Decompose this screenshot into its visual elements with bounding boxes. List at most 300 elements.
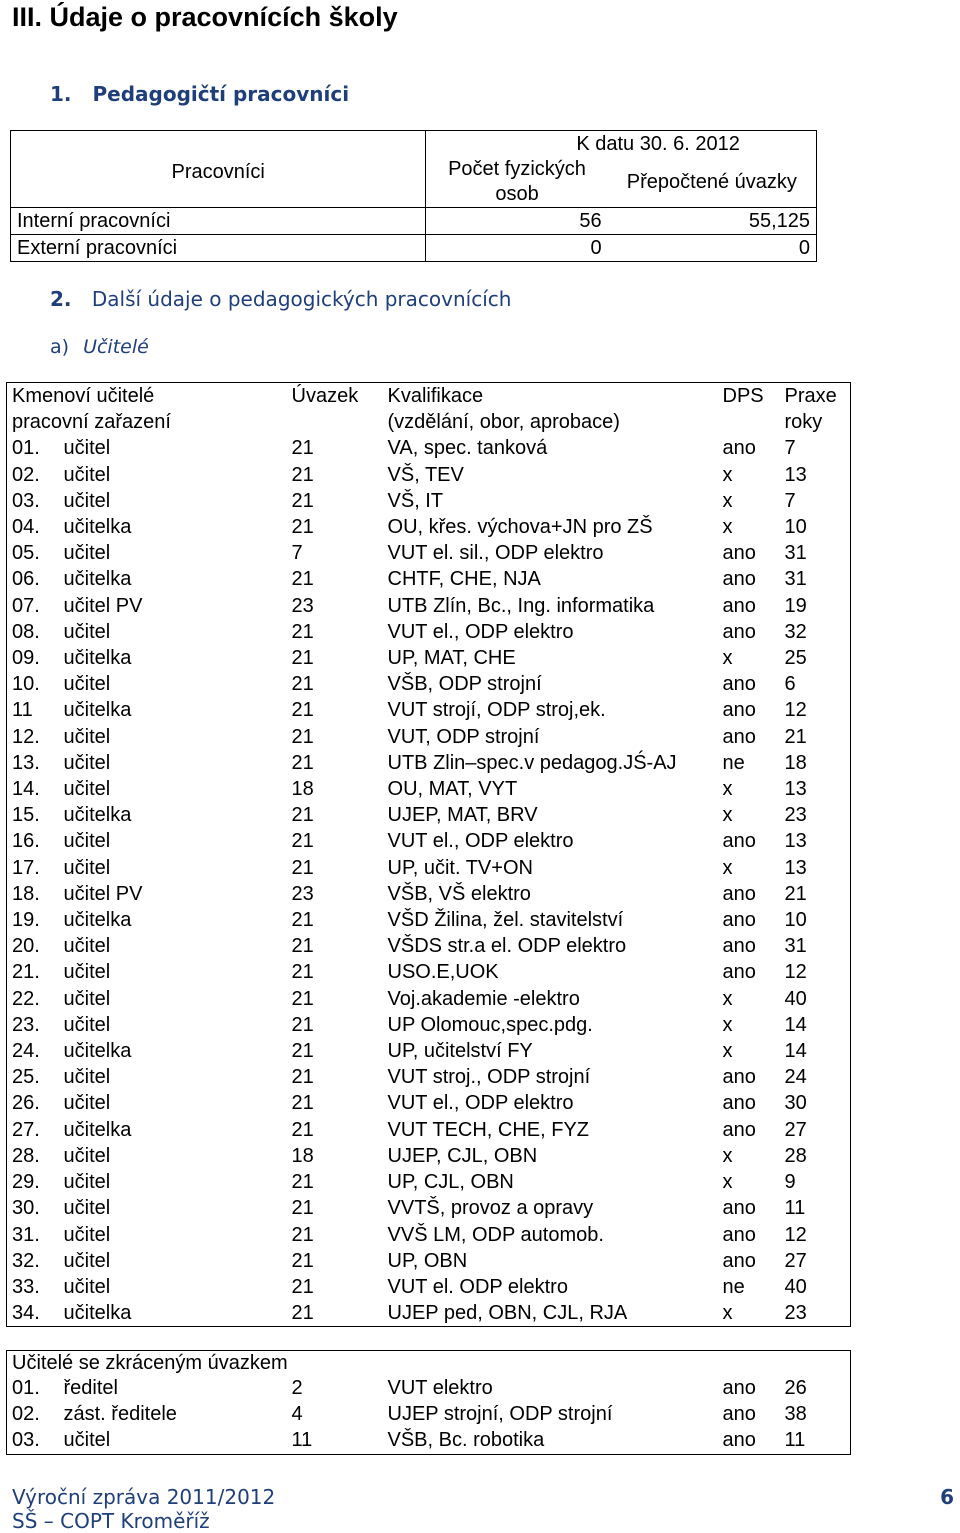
row-position: učitelka	[63, 647, 132, 670]
page-number: 6	[940, 1485, 954, 1509]
row-praxe: 19	[784, 594, 807, 617]
row-praxe: 26	[784, 1377, 807, 1399]
row-workload: 21	[291, 1249, 314, 1272]
col-header-staff: Pracovníci	[171, 161, 265, 183]
header-position-line2: pracovní zařazení	[12, 411, 171, 433]
row-qualification: VUT el. ODP elektro	[387, 1275, 568, 1298]
row-workload: 18	[291, 1144, 314, 1167]
row-qualification: VUT elektro	[387, 1377, 493, 1399]
row-qualification: VUT el. sil., ODP elektro	[387, 542, 604, 565]
row-position: učitel	[63, 751, 111, 774]
row-workload: 21	[291, 961, 314, 984]
teacher-row	[7, 1038, 851, 1064]
row-number: 16.	[12, 830, 40, 853]
teacher-row	[7, 671, 851, 697]
staff-row-fte: 0	[608, 235, 817, 262]
row-number: 21.	[12, 961, 40, 984]
teachers-table	[6, 382, 851, 1327]
row-dps: x	[722, 856, 733, 879]
row-position: zást. ředitele	[63, 1403, 177, 1426]
row-praxe: 13	[784, 463, 807, 486]
row-praxe: 30	[784, 1092, 807, 1115]
teacher-row	[7, 1248, 851, 1274]
row-dps: ne	[722, 751, 745, 774]
row-dps: ano	[722, 1118, 756, 1141]
row-dps: ano	[722, 568, 756, 591]
teacher-row	[7, 435, 851, 461]
row-position: učitel	[63, 463, 111, 486]
row-qualification: UP, MAT, CHE	[387, 647, 516, 670]
row-number: 12.	[12, 725, 40, 748]
row-position: učitel	[63, 1249, 111, 1272]
row-number: 30.	[12, 1197, 40, 1220]
row-workload: 21	[291, 751, 314, 774]
row-dps: ano	[722, 830, 756, 853]
row-workload: 21	[291, 437, 314, 460]
row-dps: x	[722, 647, 733, 670]
row-qualification: VVTŠ, provoz a opravy	[387, 1197, 594, 1220]
teacher-row	[7, 1064, 851, 1090]
row-number: 15.	[12, 804, 40, 827]
row-praxe: 31	[784, 568, 807, 591]
row-workload: 21	[291, 516, 314, 539]
reduced-teacher-row	[7, 1427, 851, 1454]
row-number: 13.	[12, 751, 40, 774]
row-dps: x	[722, 804, 733, 827]
row-workload: 2	[291, 1377, 303, 1399]
row-dps: ano	[722, 542, 756, 565]
teacher-row	[7, 776, 851, 802]
row-workload: 21	[291, 987, 314, 1010]
row-workload: 21	[291, 1092, 314, 1115]
row-workload: 21	[291, 830, 314, 853]
section-2-title: Další údaje o pedagogických pracovnících	[91, 287, 512, 311]
teacher-row	[7, 1222, 851, 1248]
row-position: učitel	[63, 673, 111, 696]
row-workload: 21	[291, 673, 314, 696]
row-dps: ano	[722, 699, 756, 722]
row-dps: x	[722, 1040, 733, 1063]
row-workload: 21	[291, 725, 314, 748]
row-praxe: 6	[784, 673, 796, 696]
row-number: 28.	[12, 1144, 40, 1167]
row-number: 07.	[12, 594, 40, 617]
row-position: učitelka	[63, 909, 132, 932]
row-workload: 18	[291, 778, 314, 801]
row-dps: ano	[722, 1223, 756, 1246]
header-praxe	[780, 383, 851, 436]
row-workload: 21	[291, 1275, 314, 1298]
teacher-row	[7, 645, 851, 671]
row-dps: ano	[722, 1403, 756, 1426]
header-qualification-line2: (vzdělání, obor, aprobace)	[387, 411, 620, 434]
row-dps: ano	[722, 725, 756, 748]
page-title: III. Údaje o pracovnících školy	[12, 2, 398, 32]
row-number: 01.	[12, 437, 40, 460]
row-qualification: UJEP strojní, ODP strojní	[387, 1403, 613, 1426]
row-position: učitel	[63, 1066, 111, 1089]
header-workload: Úvazek	[291, 385, 359, 407]
teacher-row	[7, 724, 851, 750]
row-workload: 21	[291, 568, 314, 591]
reduced-teacher-row	[7, 1401, 851, 1427]
reduced-teacher-row	[7, 1375, 851, 1401]
row-number: 27.	[12, 1118, 40, 1141]
row-position: učitel	[63, 830, 111, 853]
row-dps: ano	[722, 882, 756, 905]
row-praxe: 13	[784, 778, 807, 801]
row-qualification: VŠB, Bc. robotika	[387, 1429, 545, 1452]
row-number: 03.	[12, 1429, 40, 1452]
row-workload: 21	[291, 489, 314, 512]
footer	[12, 1485, 275, 1533]
row-qualification: UJEP, MAT, BRV	[387, 804, 538, 827]
teacher-row	[7, 540, 851, 566]
teacher-row	[7, 855, 851, 881]
row-praxe: 27	[784, 1118, 807, 1141]
teacher-row	[7, 802, 851, 828]
staff-row-headcount: 56	[426, 208, 608, 235]
row-dps: ano	[722, 1092, 756, 1115]
row-qualification: VŠDS str.a el. ODP elektro	[387, 935, 627, 958]
row-dps: ano	[722, 935, 756, 958]
row-qualification: VŠB, ODP strojní	[387, 673, 542, 696]
row-praxe: 40	[784, 987, 807, 1010]
teacher-row	[7, 959, 851, 985]
col-header-headcount: Počet fyzických osob	[426, 157, 608, 208]
row-qualification: UJEP, CJL, OBN	[387, 1144, 538, 1167]
row-workload: 21	[291, 463, 314, 486]
row-number: 34.	[12, 1302, 40, 1325]
row-workload: 21	[291, 804, 314, 827]
header-praxe-line2: roky	[784, 411, 823, 434]
row-praxe: 10	[784, 909, 807, 932]
row-workload: 7	[291, 542, 303, 565]
header-praxe-line1: Praxe	[784, 385, 837, 407]
row-workload: 21	[291, 647, 314, 670]
row-number: 08.	[12, 620, 40, 643]
row-dps: x	[722, 1013, 733, 1036]
row-qualification: UP, učit. TV+ON	[387, 856, 533, 879]
reduced-table-title: Učitelé se zkráceným úvazkem	[12, 1352, 288, 1374]
row-workload: 23	[291, 594, 314, 617]
row-position: učitel PV	[63, 882, 143, 905]
row-number: 09.	[12, 647, 40, 670]
row-praxe: 11	[784, 1429, 806, 1452]
row-number: 02.	[12, 1403, 40, 1426]
row-position: učitel	[63, 489, 111, 512]
section-1-heading	[50, 82, 349, 106]
row-praxe: 40	[784, 1275, 807, 1298]
teacher-row	[7, 881, 851, 907]
header-qualification-line1: Kvalifikace	[387, 385, 484, 407]
row-praxe: 13	[784, 856, 807, 879]
row-workload: 21	[291, 856, 314, 879]
row-number: 33.	[12, 1275, 40, 1298]
row-praxe: 21	[784, 725, 807, 748]
row-workload: 23	[291, 882, 314, 905]
row-qualification: CHTF, CHE, NJA	[387, 568, 541, 591]
row-number: 23.	[12, 1013, 40, 1036]
section-2-heading	[50, 287, 511, 311]
staff-row-label: Externí pracovníci	[11, 235, 426, 262]
row-number: 02.	[12, 463, 40, 486]
row-position: učitel	[63, 987, 111, 1010]
row-workload: 21	[291, 935, 314, 958]
teacher-row	[7, 1300, 851, 1327]
row-dps: x	[722, 1144, 733, 1167]
row-number: 17.	[12, 856, 40, 879]
section-1-title: Pedagogičtí pracovníci	[92, 82, 350, 106]
teacher-row	[7, 828, 851, 854]
row-workload: 21	[291, 1171, 314, 1194]
row-praxe: 31	[784, 542, 807, 565]
footer-report-title: Výroční zpráva 2011/2012	[12, 1485, 276, 1509]
row-position: učitel	[63, 1171, 111, 1194]
staff-summary-table	[10, 130, 817, 262]
teacher-row	[7, 933, 851, 959]
row-position: učitel	[63, 1223, 111, 1246]
col-header-fte: Přepočtené úvazky	[626, 171, 797, 193]
row-position: učitelka	[63, 699, 132, 722]
section-2-number: 2.	[50, 287, 72, 311]
row-praxe: 32	[784, 620, 807, 643]
row-praxe: 31	[784, 935, 807, 958]
date-header: K datu 30. 6. 2012	[426, 131, 817, 158]
teacher-row	[7, 1117, 851, 1143]
row-praxe: 18	[784, 751, 807, 774]
row-workload: 21	[291, 699, 314, 722]
row-praxe: 23	[784, 804, 807, 827]
row-position: učitelka	[63, 804, 132, 827]
row-dps: ano	[722, 673, 756, 696]
row-praxe: 21	[784, 882, 807, 905]
row-position: učitel	[63, 437, 111, 460]
row-praxe: 9	[784, 1171, 796, 1194]
row-dps: ano	[722, 1066, 756, 1089]
row-position: učitel	[63, 961, 111, 984]
row-praxe: 7	[784, 489, 796, 512]
row-workload: 11	[291, 1429, 313, 1452]
row-qualification: UP Olomouc,spec.pdg.	[387, 1013, 593, 1036]
row-position: učitel PV	[63, 594, 143, 617]
row-dps: ano	[722, 1197, 756, 1220]
row-qualification: VŠD Žilina, žel. stavitelství	[387, 909, 624, 932]
staff-row-headcount: 0	[426, 235, 608, 262]
teacher-row	[7, 593, 851, 619]
row-position: učitel	[63, 1197, 111, 1220]
row-number: 32.	[12, 1249, 40, 1272]
row-praxe: 12	[784, 699, 807, 722]
row-position: ředitel	[63, 1377, 118, 1399]
row-number: 26.	[12, 1092, 40, 1115]
row-position: učitel	[63, 935, 111, 958]
teacher-row	[7, 1012, 851, 1038]
row-dps: x	[722, 463, 733, 486]
row-number: 25.	[12, 1066, 40, 1089]
teachers-header-row	[7, 383, 851, 436]
row-qualification: OU, křes. výchova+JN pro ZŠ	[387, 516, 653, 539]
row-number: 10.	[12, 673, 40, 696]
row-position: učitel	[63, 1429, 111, 1452]
row-number: 19.	[12, 909, 40, 932]
row-dps: x	[722, 489, 733, 512]
row-praxe: 27	[784, 1249, 807, 1272]
row-dps: ano	[722, 1249, 756, 1272]
row-praxe: 38	[784, 1403, 807, 1426]
row-qualification: VUT, ODP strojní	[387, 725, 540, 748]
row-number: 05.	[12, 542, 40, 565]
row-praxe: 28	[784, 1144, 807, 1167]
row-dps: ano	[722, 437, 756, 460]
row-dps: ano	[722, 909, 756, 932]
teacher-row	[7, 566, 851, 592]
row-qualification: UJEP ped, OBN, CJL, RJA	[387, 1302, 628, 1325]
row-dps: ano	[722, 594, 756, 617]
row-praxe: 24	[784, 1066, 807, 1089]
row-qualification: VUT el., ODP elektro	[387, 1092, 574, 1115]
row-qualification: VVŠ LM, ODP automob.	[387, 1223, 604, 1246]
row-dps: ne	[722, 1275, 745, 1298]
teacher-row	[7, 1195, 851, 1221]
row-dps: ano	[722, 1429, 756, 1452]
row-workload: 21	[291, 909, 314, 932]
row-praxe: 7	[784, 437, 796, 460]
row-praxe: 12	[784, 1223, 807, 1246]
row-number: 24.	[12, 1040, 40, 1063]
teacher-row	[7, 1143, 851, 1169]
row-dps: ano	[722, 1377, 756, 1399]
staff-row-fte: 55,125	[608, 208, 817, 235]
teacher-row	[7, 1090, 851, 1116]
staff-row	[11, 235, 817, 262]
row-praxe: 23	[784, 1302, 807, 1325]
teacher-row	[7, 697, 851, 723]
row-position: učitel	[63, 620, 111, 643]
teacher-row	[7, 619, 851, 645]
row-dps: ano	[722, 620, 756, 643]
row-dps: x	[722, 1302, 733, 1325]
header-qualification	[383, 383, 718, 436]
row-qualification: Voj.akademie -elektro	[387, 987, 580, 1010]
row-qualification: UTB Zlin–spec.v pedagog.JŚ-AJ	[387, 751, 677, 774]
row-position: učitel	[63, 1144, 111, 1167]
footer-school-name: SŠ – COPT Kroměříž	[12, 1509, 210, 1533]
staff-row-label: Interní pracovníci	[11, 208, 426, 235]
row-qualification: VUT el., ODP elektro	[387, 830, 574, 853]
row-praxe: 10	[784, 516, 807, 539]
row-praxe: 14	[784, 1013, 807, 1036]
row-qualification: VŠB, VŠ elektro	[387, 882, 531, 905]
row-number: 14.	[12, 778, 40, 801]
row-qualification: VŠ, IT	[387, 489, 444, 512]
staff-row	[11, 208, 817, 235]
row-dps: x	[722, 987, 733, 1010]
row-number: 31.	[12, 1223, 40, 1246]
row-workload: 21	[291, 1013, 314, 1036]
teacher-row	[7, 750, 851, 776]
row-workload: 4	[291, 1403, 303, 1426]
row-position: učitel	[63, 725, 111, 748]
row-dps: x	[722, 778, 733, 801]
row-number: 20.	[12, 935, 40, 958]
subsection-a-heading	[50, 336, 149, 358]
row-workload: 21	[291, 1040, 314, 1063]
header-position	[7, 383, 287, 436]
row-praxe: 11	[784, 1197, 806, 1220]
teacher-row	[7, 514, 851, 540]
row-workload: 21	[291, 1066, 314, 1089]
row-position: učitel	[63, 1013, 111, 1036]
row-position: učitelka	[63, 1118, 132, 1141]
row-number: 22.	[12, 987, 40, 1010]
row-praxe: 25	[784, 647, 807, 670]
row-number: 29.	[12, 1171, 40, 1194]
teacher-row	[7, 488, 851, 514]
row-workload: 21	[291, 1302, 314, 1325]
row-qualification: OU, MAT, VYT	[387, 778, 518, 801]
row-number: 11	[12, 699, 33, 722]
row-praxe: 13	[784, 830, 807, 853]
row-position: učitel	[63, 542, 111, 565]
row-dps: x	[722, 1171, 733, 1194]
row-qualification: VUT strojí, ODP stroj,ek.	[387, 699, 606, 722]
teacher-row	[7, 1274, 851, 1300]
row-praxe: 14	[784, 1040, 807, 1063]
row-position: učitelka	[63, 516, 132, 539]
row-number: 06.	[12, 568, 40, 591]
teacher-row	[7, 986, 851, 1012]
row-qualification: VUT el., ODP elektro	[387, 620, 574, 643]
row-workload: 21	[291, 620, 314, 643]
row-position: učitelka	[63, 1302, 132, 1325]
row-qualification: VUT TECH, CHE, FYZ	[387, 1118, 590, 1141]
header-position-line1: Kmenoví učitelé	[12, 385, 155, 407]
row-position: učitelka	[63, 568, 132, 591]
row-workload: 21	[291, 1223, 314, 1246]
row-number: 18.	[12, 882, 40, 905]
teacher-row	[7, 462, 851, 488]
teacher-row	[7, 1169, 851, 1195]
row-position: učitelka	[63, 1040, 132, 1063]
row-number: 01.	[12, 1377, 40, 1399]
reduced-teachers-table	[6, 1350, 851, 1455]
row-qualification: UP, OBN	[387, 1249, 468, 1272]
row-qualification: VŠ, TEV	[387, 463, 464, 486]
row-qualification: UTB Zlín, Bc., Ing. informatika	[387, 594, 655, 617]
teacher-row	[7, 907, 851, 933]
row-number: 04.	[12, 516, 40, 539]
subsection-a-letter: a)	[50, 336, 70, 358]
row-position: učitel	[63, 856, 111, 879]
header-dps: DPS	[722, 385, 764, 407]
row-dps: x	[722, 516, 733, 539]
row-qualification: USO.E,UOK	[387, 961, 499, 984]
row-workload: 21	[291, 1118, 314, 1141]
row-number: 03.	[12, 489, 40, 512]
row-dps: ano	[722, 961, 756, 984]
row-workload: 21	[291, 1197, 314, 1220]
row-position: učitel	[63, 1092, 111, 1115]
row-position: učitel	[63, 1275, 111, 1298]
row-praxe: 12	[784, 961, 807, 984]
row-qualification: VUT stroj., ODP strojní	[387, 1066, 591, 1089]
subsection-a-title: Učitelé	[83, 336, 149, 358]
row-qualification: UP, CJL, OBN	[387, 1171, 514, 1194]
section-1-number: 1.	[50, 82, 72, 106]
row-qualification: VA, spec. tanková	[387, 437, 548, 460]
row-qualification: UP, učitelství FY	[387, 1040, 533, 1063]
